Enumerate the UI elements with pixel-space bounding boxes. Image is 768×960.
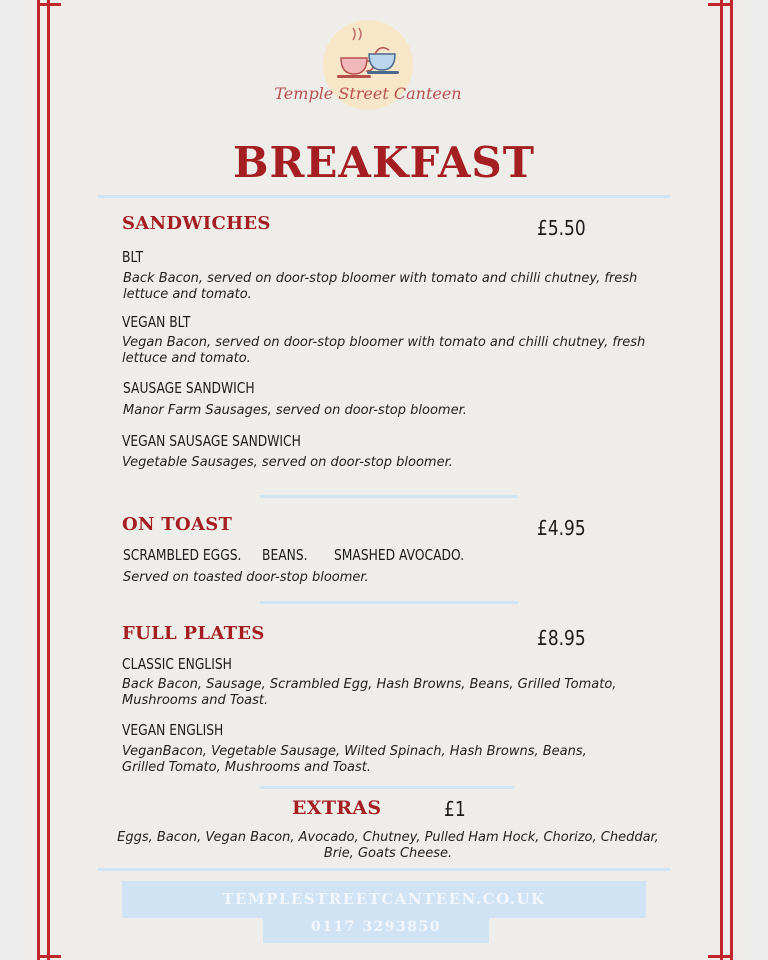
menu-item-name: VEGAN BLT <box>122 313 191 331</box>
section-heading-toast: ON TOAST <box>122 514 233 535</box>
divider-plates <box>260 601 518 604</box>
frame-corner-bottom-left <box>37 955 61 958</box>
price-extras: £1 <box>444 797 466 821</box>
page-title: BREAKFAST <box>232 138 536 187</box>
menu-item-name: VEGAN ENGLISH <box>122 721 224 739</box>
frame-corner-bottom-right <box>708 955 733 958</box>
price-plates: £8.95 <box>537 626 586 650</box>
menu-item-desc: Vegetable Sausages, served on door-stop bloomer. <box>122 455 453 470</box>
menu-item-name: VEGAN SAUSAGE SANDWICH <box>122 432 301 450</box>
menu-item-desc: Back Bacon, served on door-stop bloomer with tomato and chilli chutney, fresh lettuce and tomato. <box>123 271 638 302</box>
frame-corner-top-right <box>708 3 733 6</box>
frame-corner-top-left <box>37 3 61 6</box>
menu-item-name: SAUSAGE SANDWICH <box>123 379 255 397</box>
section-heading-sandwiches: SANDWICHES <box>122 213 271 234</box>
menu-item-name: CLASSIC ENGLISH <box>122 655 232 673</box>
divider-toast <box>260 495 518 498</box>
divider-extras <box>260 786 514 789</box>
menu-item-desc: Back Bacon, Sausage, Scrambled Egg, Hash Browns, Beans, Grilled Tomato, Mushrooms and Toast. <box>122 677 617 708</box>
price-sandwiches: £5.50 <box>537 216 586 240</box>
menu-item-desc: VeganBacon, Vegetable Sausage, Wilted Spinach, Hash Browns, Beans, Grilled Tomato, Mushrooms and Toast. <box>122 744 587 775</box>
toast-option-beans: BEANS. <box>262 546 308 564</box>
footer-website: TEMPLESTREETCANTEEN.CO.UK <box>222 890 546 908</box>
menu-item-name: BLT <box>122 248 144 266</box>
divider-bottom <box>98 868 670 871</box>
divider-top <box>98 195 670 198</box>
extras-desc: Eggs, Bacon, Vegan Bacon, Avocado, Chutney, Pulled Ham Hock, Chorizo, Cheddar, Brie, Goats Cheese. <box>117 830 659 861</box>
price-toast: £4.95 <box>537 516 586 540</box>
footer-phone: 0117 3293850 <box>310 919 442 935</box>
menu-item-desc: Manor Farm Sausages, served on door-stop bloomer. <box>123 403 467 418</box>
toast-option-avocado: SMASHED AVOCADO. <box>334 546 465 564</box>
menu-item-desc: Vegan Bacon, served on door-stop bloomer with tomato and chilli chutney, fresh lettuce and tomato. <box>122 335 646 366</box>
section-heading-plates: FULL PLATES <box>122 623 265 644</box>
logo-wordmark: Temple Street Canteen <box>274 84 462 103</box>
toast-desc: Served on toasted door-stop bloomer. <box>123 570 369 585</box>
toast-option-eggs: SCRAMBLED EGGS. <box>123 546 242 564</box>
section-heading-extras: EXTRAS <box>292 797 382 819</box>
